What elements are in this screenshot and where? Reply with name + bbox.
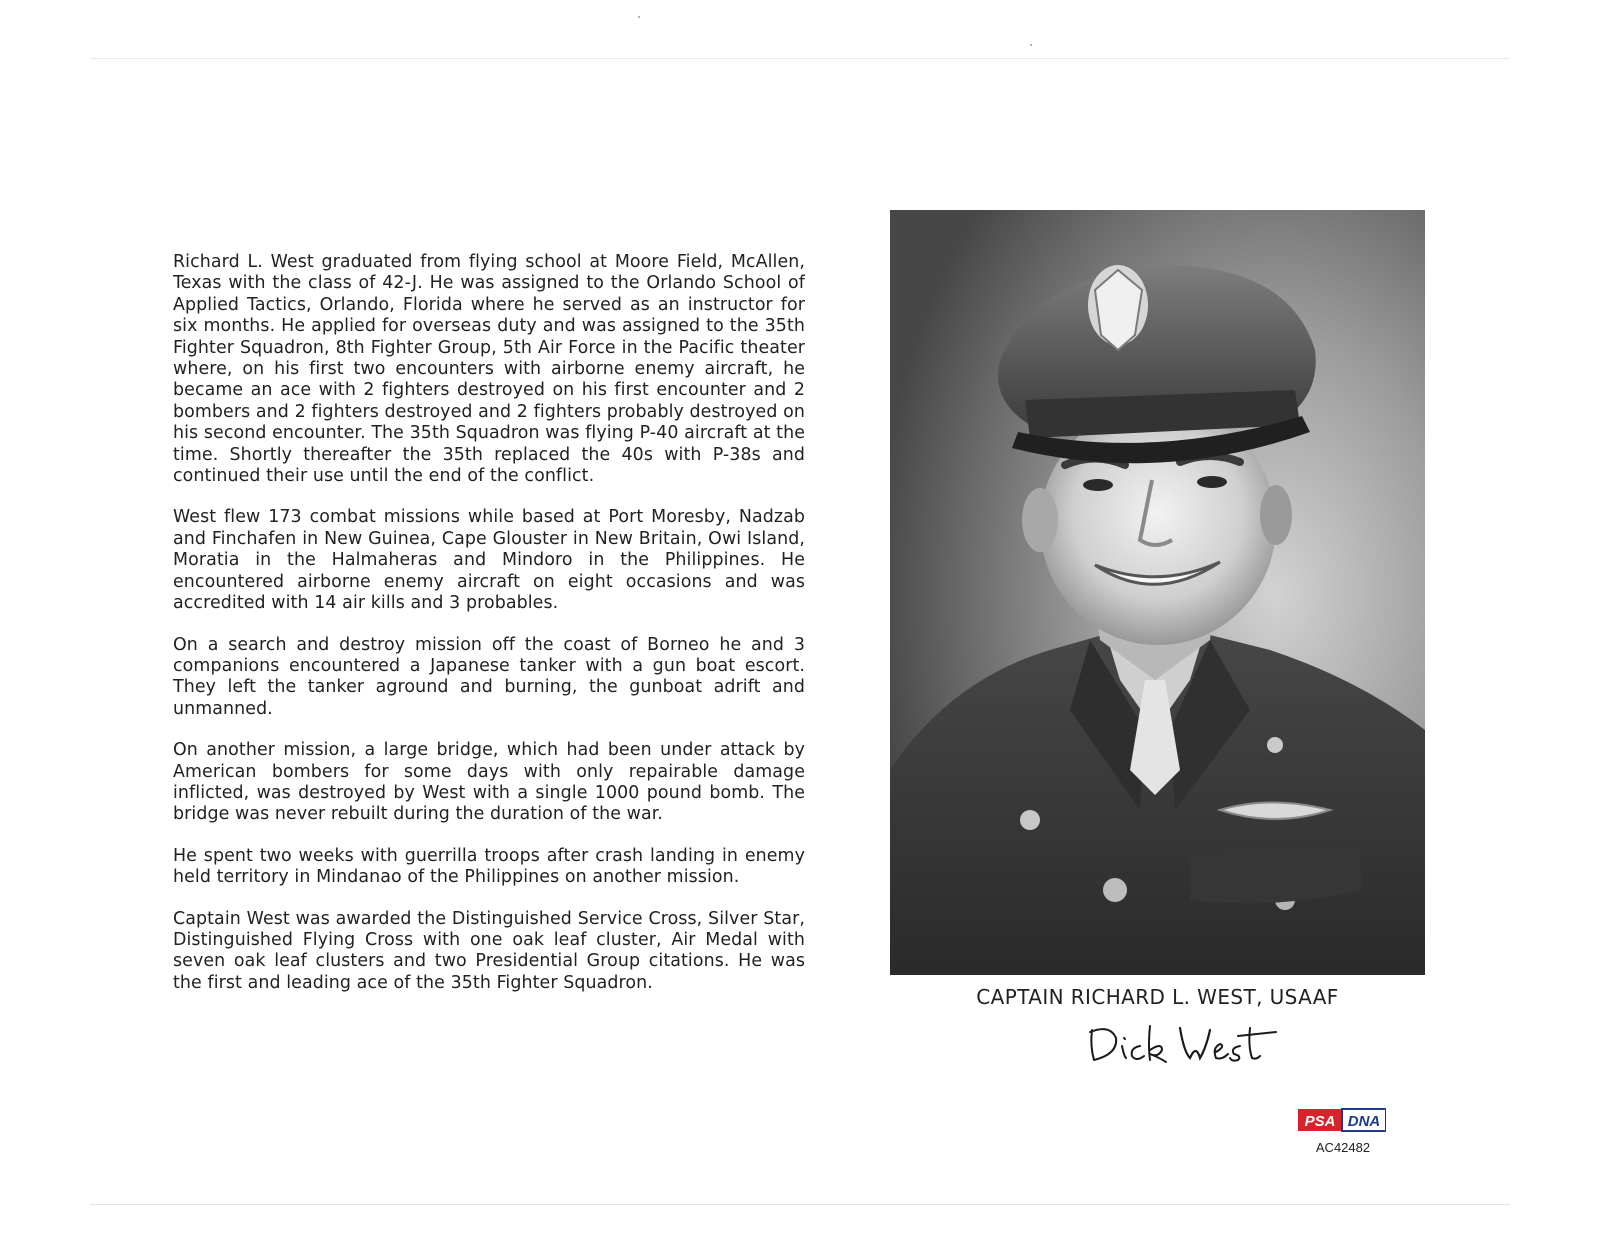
page-top-rule [90,58,1510,59]
bio-paragraph: Captain West was awarded the Distinguished Service Cross, Silver Star, Distinguished Flying Cross with one oak leaf cluster, Air Medal with seven oak leaf clusters and two Presidential Group citations. He was the first and leading ace of the 35th Fighter Squadron. [173,908,805,993]
portrait-photo [890,210,1425,975]
autograph-signature [1080,1018,1280,1066]
svg-text:PSA: PSA [1304,1113,1336,1130]
bio-paragraph: On another mission, a large bridge, which had been under attack by American bombers for some days with only repairable damage inflicted, was destroyed by West with a single 1000 pound bomb. The bridge was never rebuilt during the duration of the war. [173,740,805,825]
bio-paragraph: On a search and destroy mission off the coast of Borneo he and 3 companions encountered a Japanese tanker with a gun boat escort. They left the tanker aground and burning, the gunboat adrift and unmanned. [173,634,805,719]
paper-speck [638,16,640,18]
biography-text [173,252,805,1014]
paper-speck [1030,44,1032,46]
svg-text:DNA: DNA [1347,1113,1381,1130]
page-bottom-rule [90,1204,1510,1205]
certificate-code: AC42482 [1315,1140,1371,1155]
bio-paragraph: Richard L. West graduated from flying school at Moore Field, McAllen, Texas with the class of 42-J. He was assigned to the Orlando School of Applied Tactics, Orlando, Florida where he served as an instructor for six months. He applied for overseas duty and was assigned to the 35th Fighter Squadron, 8th Fighter Group, 5th Air Force in the Pacific theater where, on his first two encounters with airborne enemy aircraft, he became an ace with 2 fighters destroyed on his first encounter and 2 bombers and 2 fighters destroyed and 2 fighters probably destroyed on his second encounter. The 35th Squadron was flying P-40 aircraft at the time. Shortly thereafter the 35th replaced the 40s with P-38s and continued their use until the end of the conflict. [173,252,805,487]
bio-paragraph: West flew 173 combat missions while based at Port Moresby, Nadzab and Finchafen in New Guinea, Cape Glouster in New Britain, Owi Island, Moratia in the Halmaheras and Mindoro in the Philippines. He encountered airborne enemy aircraft on eight occasions and was accredited with 14 air kills and 3 probables. [173,507,805,614]
psa-dna-logo [1298,1108,1386,1132]
photo-caption: CAPTAIN RICHARD L. WEST, USAAF [976,985,1339,1009]
bio-paragraph: He spent two weeks with guerrilla troops after crash landing in enemy held territory in Mindanao of the Philippines on another mission. [173,845,805,888]
